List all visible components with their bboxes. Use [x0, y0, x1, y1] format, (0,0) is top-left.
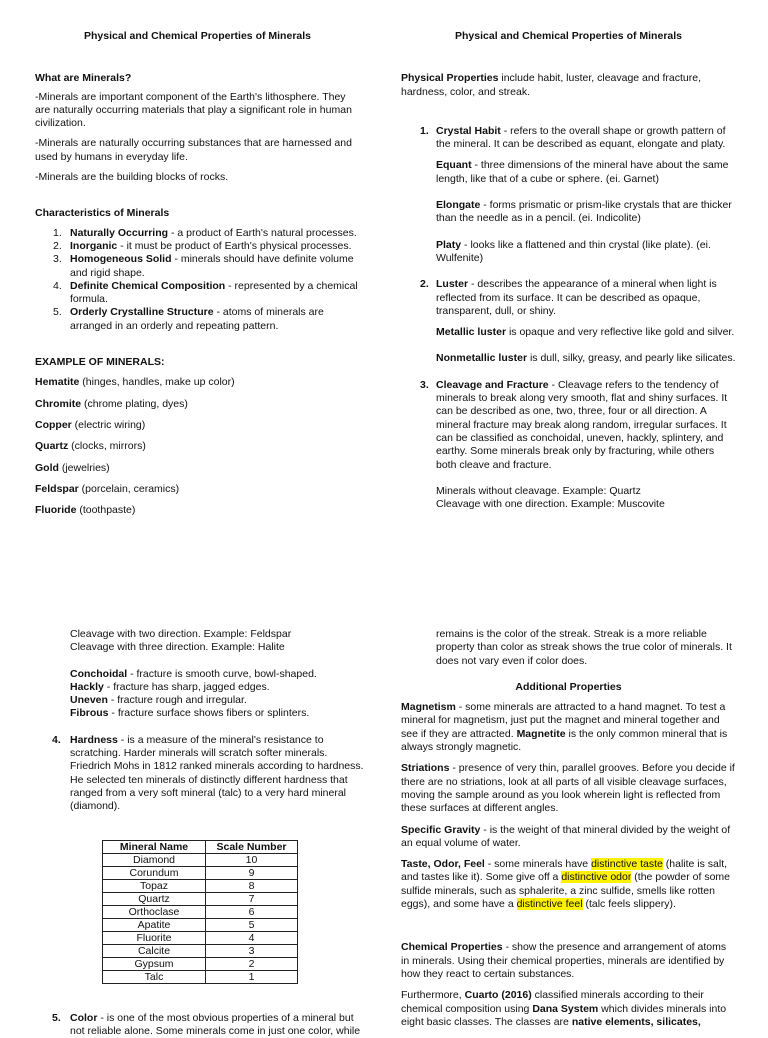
cleavage-desc: - Cleavage refers to the tendency of minerals to break along very smooth, flat and shiny surfaces. It can be described as one, two, three, four or all direction. A mineral fracture may break along random, irregular surfaces. It can be classified as conchoidal, uneven, hackly, splintery, and earthy. Some minerals break only by fracturing, while others both cleave and fracture. — [436, 378, 728, 471]
magnetism-para — [401, 701, 736, 754]
list-term: Definite Chemical Composition — [70, 279, 226, 292]
color-term: Color — [70, 1011, 98, 1024]
elongate-term: Elongate — [436, 199, 481, 212]
table-cell: 6 — [206, 905, 298, 918]
list-number: 1. — [420, 124, 429, 137]
physical-intro — [401, 72, 736, 99]
luster-item — [401, 278, 736, 318]
classes-term: native elements, silicates, — [571, 1015, 701, 1028]
fracture-term: Fibrous — [70, 707, 109, 720]
list-item — [53, 253, 360, 280]
chemical-para — [401, 941, 736, 981]
table-row — [103, 879, 298, 892]
striations-term: Striations — [401, 762, 450, 775]
page2-column — [401, 30, 736, 511]
table-cell: Quartz — [103, 892, 206, 905]
page1-title: Physical and Chemical Properties of Minerals — [84, 30, 311, 42]
crystal-habit-item — [401, 125, 736, 152]
highlight-odor: distinctive odor — [561, 871, 632, 884]
additional-heading: Additional Properties — [515, 680, 622, 693]
table-cell: 10 — [206, 853, 298, 866]
cleavage-example: Cleavage with one direction. Example: Muscovite — [436, 498, 665, 511]
list-term: Homogeneous Solid — [70, 253, 172, 266]
table-header: Scale Number — [206, 840, 298, 853]
platy-desc: - looks like a flattened and thin crystal (like plate). (ei. Wulfenite) — [436, 238, 711, 264]
list-desc: - a product of Earth's natural processes. — [168, 226, 357, 239]
color-item — [35, 1012, 365, 1038]
fracture-term: Conchoidal — [70, 667, 128, 680]
metallic-term: Metallic luster — [436, 326, 507, 339]
cleavage-term: Cleavage and Fracture — [436, 378, 549, 391]
physical-term: Physical Properties — [401, 72, 499, 85]
table-row — [103, 957, 298, 970]
example-name: Chromite — [35, 397, 82, 410]
furthermore-para — [401, 989, 736, 1029]
table-header: Mineral Name — [103, 840, 206, 853]
physical-desc: include habit, luster, cleavage and fracture, hardness, color, and streak. — [401, 72, 702, 98]
luster-desc: - describes the appearance of a mineral when light is reflected from its surface. It can be described as opaque, transparent, dull, or shiny. — [436, 278, 717, 317]
list-number: 3. — [420, 378, 429, 391]
luster-term: Luster — [436, 278, 469, 291]
crystal-term: Crystal Habit — [436, 124, 501, 137]
page3-column — [35, 628, 365, 1038]
examples-heading: EXAMPLE OF MINERALS: — [35, 356, 165, 369]
fracture-desc: - fracture has sharp, jagged edges. — [103, 680, 270, 693]
fracture-desc: - fracture is smooth curve, bowl-shaped. — [127, 667, 317, 680]
table-row — [103, 918, 298, 931]
page1-column — [35, 30, 360, 525]
highlight-feel: distinctive feel — [516, 898, 583, 911]
example-use: (electric wiring) — [71, 418, 146, 431]
gravity-term: Specific Gravity — [401, 823, 481, 836]
table-cell: Apatite — [103, 918, 206, 931]
list-number: 4. — [53, 279, 62, 292]
what-para-2: -Minerals are naturally occurring substances that are harnessed and used by humans in everyday life. — [35, 137, 352, 163]
example-item — [35, 483, 360, 496]
list-desc: - it must be product of Earth's physical processes. — [117, 239, 352, 252]
taste-term: Taste, Odor, Feel — [401, 858, 485, 871]
what-heading: What are Minerals? — [35, 72, 132, 85]
dana-system-term: Dana System — [532, 1002, 599, 1015]
gravity-para — [401, 824, 736, 851]
list-term: Naturally Occurring — [70, 226, 169, 239]
table-cell: Gypsum — [103, 957, 206, 970]
fracture-desc: - fracture rough and irregular. — [107, 694, 247, 707]
elongate-desc: - forms prismatic or prism-like crystals that are thicker than the needle as in a pencil. (ei. Indicolite) — [436, 199, 732, 225]
example-name: Fluoride — [35, 504, 77, 517]
example-name: Feldspar — [35, 482, 79, 495]
example-use: (clocks, mirrors) — [68, 440, 146, 453]
table-row — [103, 970, 298, 983]
table-cell: 4 — [206, 931, 298, 944]
hardness-desc: - is a measure of the mineral's resistance to scratching. Harder minerals will scratch softer minerals. Friedrich Mohs in 1812 ranked minerals according to hardness. He selected ten minerals of distinctly different hardness that ranged from a very soft mineral (talc) to a very hard mineral (diamond). — [70, 733, 364, 813]
table-header-row — [103, 840, 298, 853]
magnetite-term: Magnetite — [516, 727, 566, 740]
chemical-desc: - show the presence and arrangement of atoms in minerals. Using their chemical properties, minerals are identified by how they react to certain substances. — [401, 941, 727, 980]
fracture-item — [35, 668, 365, 681]
example-item — [35, 376, 360, 389]
example-use: (toothpaste) — [76, 504, 136, 517]
streak-continued: remains is the color of the streak. Streak is a more reliable property than color as streak shows the true color of minerals. It does not vary even if color does. — [436, 628, 732, 667]
list-desc: - minerals should have definite volume and rigid shape. — [70, 253, 354, 279]
cleavage-example: Cleavage with three direction. Example: Halite — [70, 641, 285, 654]
example-item — [35, 504, 360, 517]
example-name: Hematite — [35, 376, 80, 389]
cleavage-example: Minerals without cleavage. Example: Quartz — [436, 484, 641, 497]
further-text: classified minerals according to their chemical composition using — [401, 989, 704, 1015]
table-row — [103, 931, 298, 944]
cleavage-item — [401, 379, 736, 472]
taste-para — [401, 858, 736, 911]
chemical-term: Chemical Properties — [401, 941, 503, 954]
metallic-para — [401, 326, 736, 339]
what-para-1: -Minerals are important component of the Earth's lithosphere. They are naturally occurring materials that play a significant role in human civilization. — [35, 90, 352, 130]
table-cell: 9 — [206, 866, 298, 879]
table-row — [103, 892, 298, 905]
table-cell: Talc — [103, 970, 206, 983]
equant-desc: - three dimensions of the mineral have about the same length, like that of a cube or sphere. (ei. Garnet) — [436, 159, 729, 185]
taste-text: - some minerals have — [484, 858, 592, 871]
list-number: 2. — [53, 239, 62, 252]
fracture-term: Hackly — [70, 680, 104, 693]
list-desc: - atoms of minerals are arranged in an orderly and repeating pattern. — [70, 306, 324, 332]
mohs-scale-table — [102, 840, 298, 984]
page2-title: Physical and Chemical Properties of Minerals — [455, 30, 682, 42]
example-item — [35, 462, 360, 475]
further-text: Furthermore, — [401, 989, 465, 1002]
fracture-item — [35, 694, 365, 707]
example-item — [35, 419, 360, 432]
characteristics-list — [35, 227, 360, 333]
table-cell: Diamond — [103, 853, 206, 866]
example-use: (porcelain, ceramics) — [78, 482, 180, 495]
characteristics-heading: Characteristics of Minerals — [35, 207, 170, 220]
table-cell: Corundum — [103, 866, 206, 879]
fracture-desc: - fracture surface shows fibers or splinters. — [108, 707, 310, 720]
table-cell: Orthoclase — [103, 905, 206, 918]
list-number: 5. — [52, 1011, 61, 1024]
example-use: (hinges, handles, make up color) — [79, 376, 235, 389]
magnetism-desc: - some minerals are attracted to a hand magnet. To test a mineral for magnetism, just put the magnet and mineral together and see if they are attracted. — [401, 701, 726, 740]
striations-para — [401, 762, 736, 815]
list-number: 1. — [53, 226, 62, 239]
list-number: 3. — [53, 253, 62, 266]
example-item — [35, 440, 360, 453]
example-use: (chrome plating, dyes) — [81, 397, 188, 410]
further-text: which divides minerals into eight basic classes. The classes are — [401, 1002, 727, 1028]
taste-text: (halite is salt, and tastes like it). Some give off a — [401, 858, 728, 884]
table-row — [103, 866, 298, 879]
hardness-term: Hardness — [70, 733, 118, 746]
table-cell: 5 — [206, 918, 298, 931]
list-item — [53, 306, 360, 333]
page4-column — [401, 628, 736, 1029]
magnetism-term: Magnetism — [401, 701, 456, 714]
cleavage-example: Cleavage with two direction. Example: Feldspar — [70, 628, 292, 640]
table-cell: 7 — [206, 892, 298, 905]
striations-desc: - presence of very thin, parallel grooves. Before you decide if there are no striations, look at all parts of all visible cleavage surfaces, moving the sample around as you look wherein light is reflected from these surfaces at different angles. — [401, 762, 735, 815]
example-name: Quartz — [35, 440, 69, 453]
taste-text: (the powder of some sulfide minerals, such as sphalerite, a zinc sulfide, smells like rotten eggs), and some have a — [401, 871, 730, 911]
table-cell: Topaz — [103, 879, 206, 892]
platy-para — [401, 239, 736, 266]
list-item — [53, 279, 360, 307]
table-cell: 2 — [206, 957, 298, 970]
gravity-desc: - is the weight of that mineral divided by the weight of an equal volume of water. — [401, 823, 731, 849]
fracture-item — [35, 707, 365, 720]
magnetism-desc-end: is the only common mineral that is always strongly magnetic. — [401, 727, 728, 754]
crystal-desc: - refers to the overall shape or growth pattern of the mineral. It can be described as equant, elongate and platy. — [436, 124, 726, 151]
example-name: Copper — [35, 418, 72, 431]
table-cell: 8 — [206, 879, 298, 892]
citation-cuarto: Cuarto (2016) — [464, 989, 532, 1002]
list-term: Orderly Crystalline Structure — [70, 306, 214, 319]
what-para-3: -Minerals are the building blocks of rocks. — [35, 171, 229, 184]
table-row — [103, 944, 298, 957]
example-use: (jewelries) — [58, 461, 110, 474]
list-number: 4. — [52, 733, 61, 746]
list-desc: - represented by a chemical formula. — [70, 279, 358, 306]
list-number: 2. — [420, 278, 429, 291]
nonmetallic-desc: is dull, silky, greasy, and pearly like silicates. — [527, 352, 736, 365]
table-cell: Calcite — [103, 944, 206, 957]
equant-term: Equant — [436, 159, 472, 172]
table-row — [103, 853, 298, 866]
list-item — [53, 226, 360, 240]
equant-para — [401, 159, 736, 186]
metallic-desc: is opaque and very reflective like gold and silver. — [506, 326, 735, 339]
nonmetallic-para — [401, 352, 736, 365]
table-cell: Fluorite — [103, 931, 206, 944]
color-desc: - is one of the most obvious properties of a mineral but not reliable alone. Some minerals come in just one color, while — [70, 1011, 361, 1037]
table-row — [103, 905, 298, 918]
table-cell: 3 — [206, 944, 298, 957]
highlight-taste: distinctive taste — [591, 858, 663, 871]
list-number: 5. — [53, 306, 62, 319]
fracture-term: Uneven — [70, 694, 108, 707]
elongate-para — [401, 199, 736, 226]
example-item — [35, 398, 360, 411]
hardness-item — [35, 734, 365, 814]
list-item — [53, 239, 360, 253]
nonmetallic-term: Nonmetallic luster — [436, 352, 528, 365]
table-cell: 1 — [206, 970, 298, 983]
platy-term: Platy — [436, 238, 462, 251]
list-term: Inorganic — [70, 239, 118, 252]
taste-text: (talc feels slippery). — [582, 898, 676, 911]
example-name: Gold — [35, 461, 59, 474]
fracture-item — [35, 681, 365, 694]
